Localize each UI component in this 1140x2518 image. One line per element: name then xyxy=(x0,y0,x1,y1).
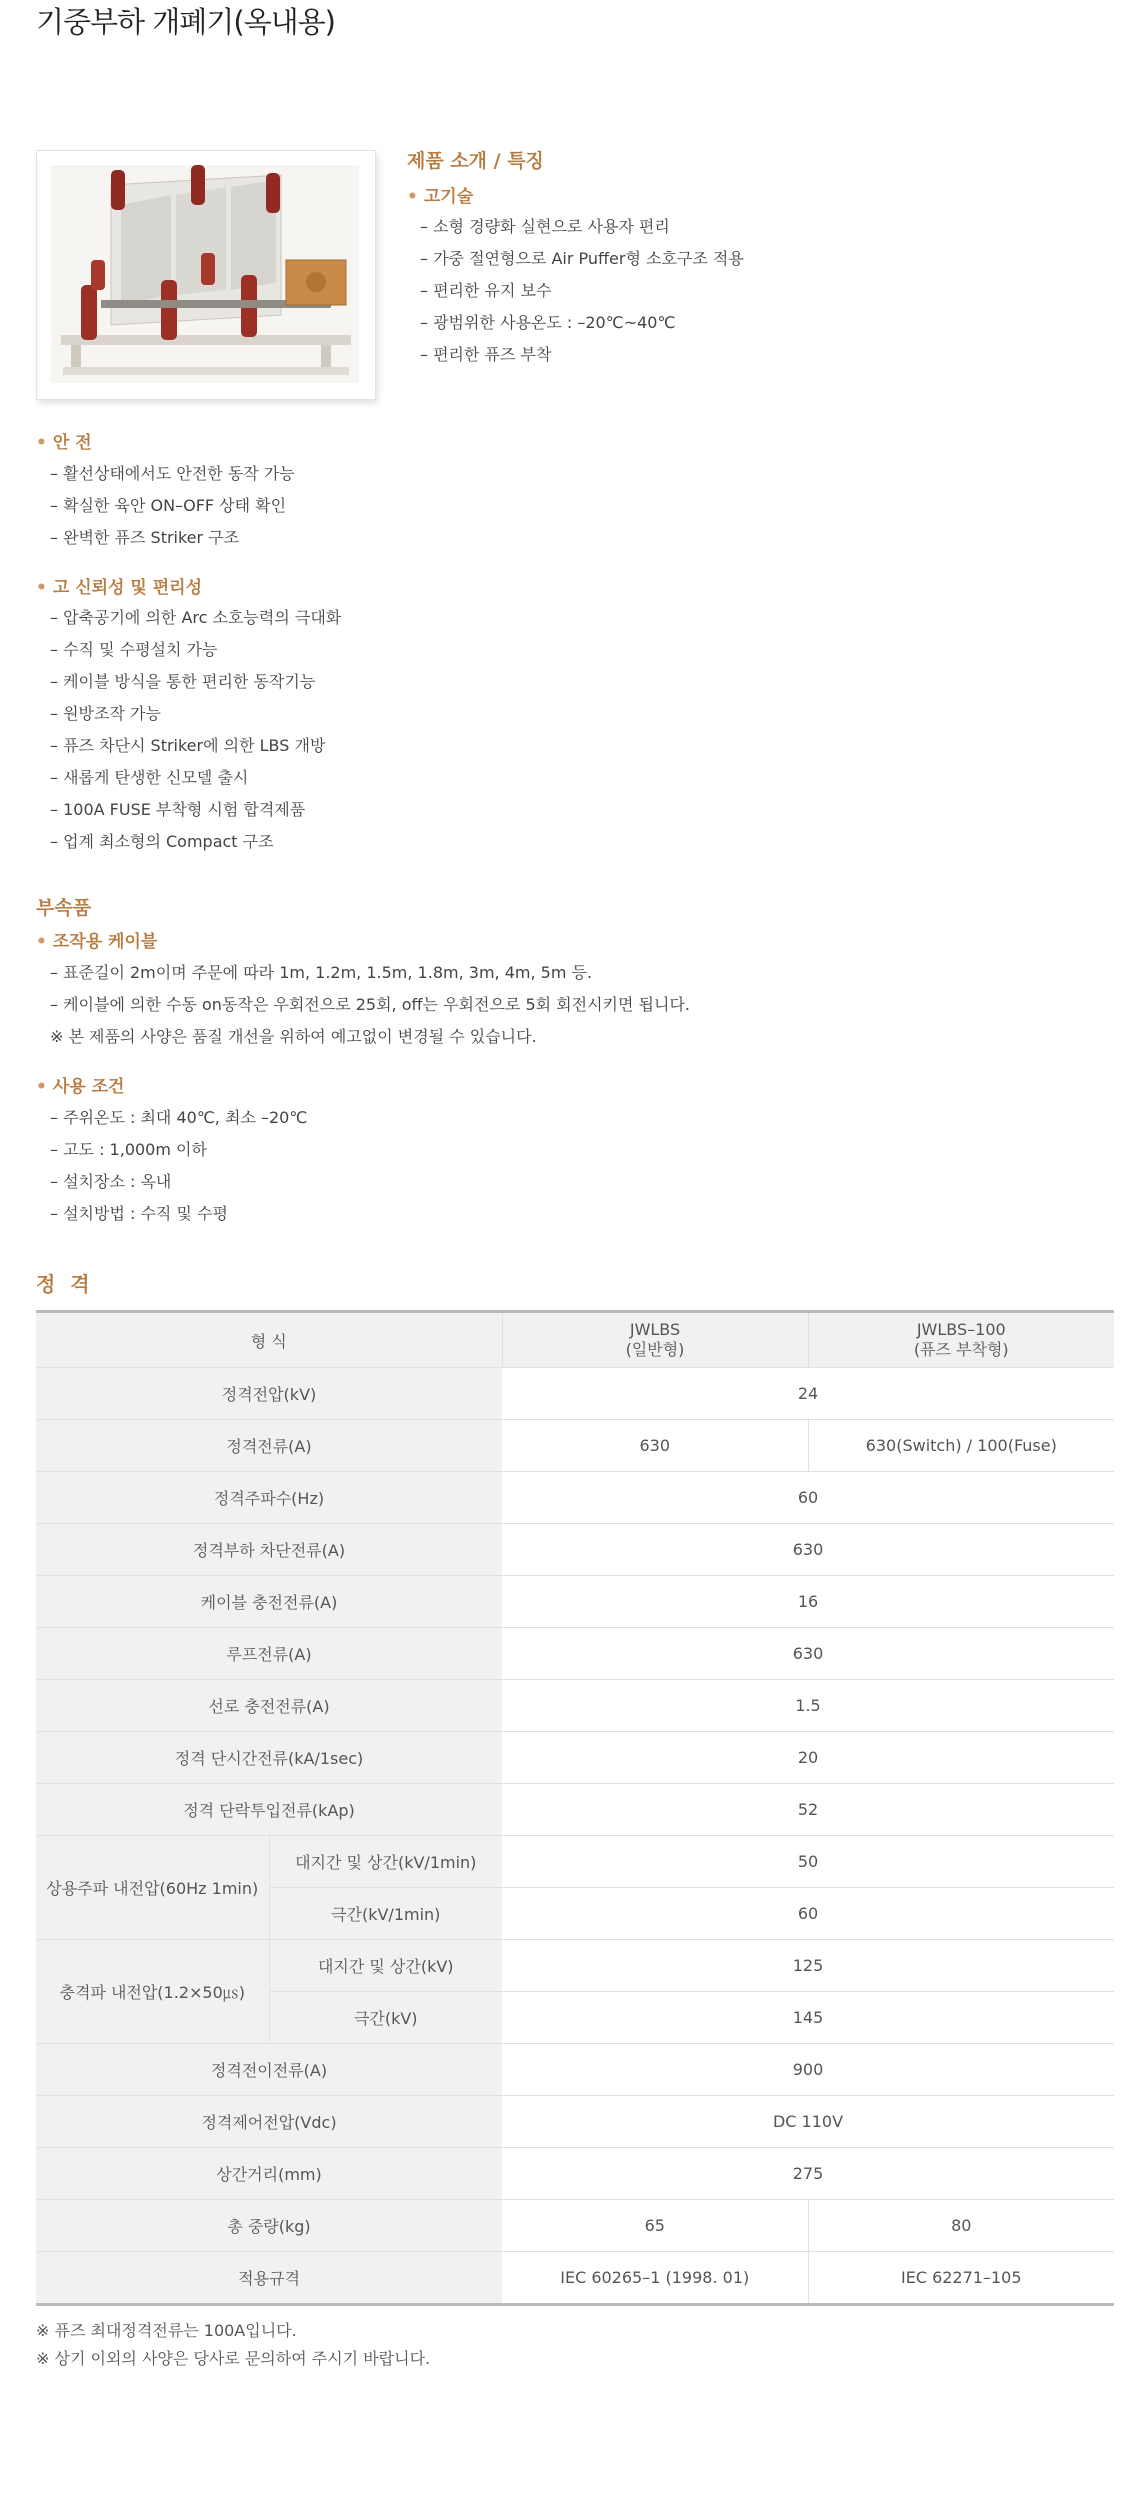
row-sub-label: 대지간 및 상간(kV/1min) xyxy=(269,1836,502,1888)
row-label: 정격 단락투입전류(kAp) xyxy=(36,1784,502,1836)
safety-head: • 안 전 xyxy=(36,433,92,453)
row-value-col1: 630 xyxy=(502,1420,808,1472)
row-value: 630 xyxy=(502,1524,1114,1576)
spec-table xyxy=(36,1310,1114,2306)
row-label: 정격 단시간전류(kA/1sec) xyxy=(36,1732,502,1784)
tech-item: – 편리한 유지 보수 xyxy=(420,281,552,300)
tech-item: – 광범위한 사용온도 : –20℃~40℃ xyxy=(420,313,676,332)
row-label: 정격부하 차단전류(A) xyxy=(36,1524,502,1576)
tech-item: – 가중 절연형으로 Air Puffer형 소호구조 적용 xyxy=(420,249,744,268)
conditions-item: – 설치방법 : 수직 및 수평 xyxy=(50,1204,228,1223)
row-value-col2: 630(Switch) / 100(Fuse) xyxy=(808,1420,1114,1472)
product-photo xyxy=(51,165,359,383)
row-value: 20 xyxy=(502,1732,1114,1784)
bullet-dot-icon: • xyxy=(407,187,418,207)
table-row xyxy=(36,1836,1114,1888)
table-row xyxy=(36,2200,1114,2252)
load-break-switch-image xyxy=(51,165,359,383)
table-row xyxy=(36,2148,1114,2200)
safety-item: – 확실한 육안 ON–OFF 상태 확인 xyxy=(50,496,287,515)
cable-item: – 케이블에 의한 수동 on동작은 우회전으로 25회, off는 우회전으로 5회 회전시키면 됩니다. xyxy=(50,995,690,1014)
row-sub-label: 대지간 및 상간(kV) xyxy=(269,1940,502,1992)
spec-title: 정 격 xyxy=(36,1272,94,1296)
bullet-dot-icon: • xyxy=(36,578,47,598)
table-row xyxy=(36,2252,1114,2305)
row-sub-label: 극간(kV/1min) xyxy=(269,1888,502,1940)
intro-heading: 제품 소개 / 특징 xyxy=(407,150,544,172)
row-group-label: 상용주파 내전압(60Hz 1min) xyxy=(36,1836,269,1940)
row-label: 정격전압(kV) xyxy=(36,1368,502,1420)
reliability-item: – 새롭게 탄생한 신모델 출시 xyxy=(50,768,249,787)
footnote: ※ 상기 이외의 사양은 당사로 문의하여 주시기 바랍니다. xyxy=(36,2349,431,2368)
row-label: 정격제어전압(Vdc) xyxy=(36,2096,502,2148)
cable-item: – 표준길이 2m이며 주문에 따라 1m, 1.2m, 1.5m, 1.8m, 3m, 4m, 5m 등. xyxy=(50,963,593,982)
reliability-item: – 업계 최소형의 Compact 구조 xyxy=(50,832,274,851)
cable-note: ※ 본 제품의 사양은 품질 개선을 위하여 예고없이 변경될 수 있습니다. xyxy=(50,1027,537,1046)
row-label: 정격주파수(Hz) xyxy=(36,1472,502,1524)
conditions-item: – 주위온도 : 최대 40℃, 최소 –20℃ xyxy=(50,1108,308,1127)
safety-item: – 완벽한 퓨즈 Striker 구조 xyxy=(50,528,240,547)
table-row xyxy=(36,1472,1114,1524)
product-photo-frame xyxy=(36,150,376,400)
table-header-row xyxy=(36,1312,1114,1368)
row-label: 케이블 충전전류(A) xyxy=(36,1576,502,1628)
table-row xyxy=(36,1940,1114,1992)
reliability-item: – 원방조작 가능 xyxy=(50,704,161,723)
row-value: 900 xyxy=(502,2044,1114,2096)
row-value: 52 xyxy=(502,1784,1114,1836)
bullet-dot-icon: • xyxy=(36,932,47,952)
row-value: 16 xyxy=(502,1576,1114,1628)
row-value-col2: IEC 62271–105 xyxy=(808,2252,1114,2305)
row-label: 정격전이전류(A) xyxy=(36,2044,502,2096)
row-value: 630 xyxy=(502,1628,1114,1680)
row-label: 상간거리(mm) xyxy=(36,2148,502,2200)
table-row xyxy=(36,1784,1114,1836)
tech-head: • 고기술 xyxy=(407,187,474,207)
bullet-dot-icon: • xyxy=(36,433,47,453)
header-type: 형 식 xyxy=(36,1312,502,1368)
row-value: DC 110V xyxy=(502,2096,1114,2148)
row-value: 275 xyxy=(502,2148,1114,2200)
table-row xyxy=(36,1680,1114,1732)
table-row xyxy=(36,2044,1114,2096)
tech-item: – 편리한 퓨즈 부착 xyxy=(420,345,552,364)
reliability-item: – 수직 및 수평설치 가능 xyxy=(50,640,218,659)
row-label: 정격전류(A) xyxy=(36,1420,502,1472)
table-row xyxy=(36,1732,1114,1784)
tech-item: – 소형 경량화 실현으로 사용자 편리 xyxy=(420,217,670,236)
conditions-item: – 고도 : 1,000m 이하 xyxy=(50,1140,207,1159)
row-value-col2: 80 xyxy=(808,2200,1114,2252)
row-value: 60 xyxy=(502,1472,1114,1524)
row-value: 50 xyxy=(502,1836,1114,1888)
row-sub-label: 극간(kV) xyxy=(269,1992,502,2044)
row-label: 루프전류(A) xyxy=(36,1628,502,1680)
reliability-item: – 압축공기에 의한 Arc 소호능력의 극대화 xyxy=(50,608,342,627)
row-label: 적용규격 xyxy=(36,2252,502,2305)
row-value-col1: 65 xyxy=(502,2200,808,2252)
header-col2: JWLBS–100 (퓨즈 부착형) xyxy=(808,1312,1114,1368)
bullet-dot-icon: • xyxy=(36,1077,47,1097)
cable-head: • 조작용 케이블 xyxy=(36,932,158,952)
conditions-item: – 설치장소 : 옥내 xyxy=(50,1172,172,1191)
table-row xyxy=(36,1368,1114,1420)
header-col1: JWLBS (일반형) xyxy=(502,1312,808,1368)
reliability-item: – 100A FUSE 부착형 시험 합격제품 xyxy=(50,800,306,819)
row-value: 1.5 xyxy=(502,1680,1114,1732)
reliability-head: • 고 신뢰성 및 편리성 xyxy=(36,578,203,598)
accessories-heading: 부속품 xyxy=(36,897,92,919)
table-row xyxy=(36,2096,1114,2148)
footnote: ※ 퓨즈 최대정격전류는 100A입니다. xyxy=(36,2321,297,2340)
row-group-label: 충격파 내전압(1.2×50㎲) xyxy=(36,1940,269,2044)
page-title: 기중부하 개폐기(옥내용) xyxy=(36,5,335,39)
row-value-col1: IEC 60265–1 (1998. 01) xyxy=(502,2252,808,2305)
row-value: 24 xyxy=(502,1368,1114,1420)
conditions-head: • 사용 조건 xyxy=(36,1077,125,1097)
reliability-item: – 퓨즈 차단시 Striker에 의한 LBS 개방 xyxy=(50,736,326,755)
table-row xyxy=(36,1576,1114,1628)
row-value: 60 xyxy=(502,1888,1114,1940)
table-row xyxy=(36,1420,1114,1472)
table-row xyxy=(36,1524,1114,1576)
table-row xyxy=(36,1628,1114,1680)
row-value: 145 xyxy=(502,1992,1114,2044)
reliability-item: – 케이블 방식을 통한 편리한 동작기능 xyxy=(50,672,316,691)
row-label: 선로 충전전류(A) xyxy=(36,1680,502,1732)
row-value: 125 xyxy=(502,1940,1114,1992)
safety-item: – 활선상태에서도 안전한 동작 가능 xyxy=(50,464,295,483)
row-label: 총 중량(kg) xyxy=(36,2200,502,2252)
